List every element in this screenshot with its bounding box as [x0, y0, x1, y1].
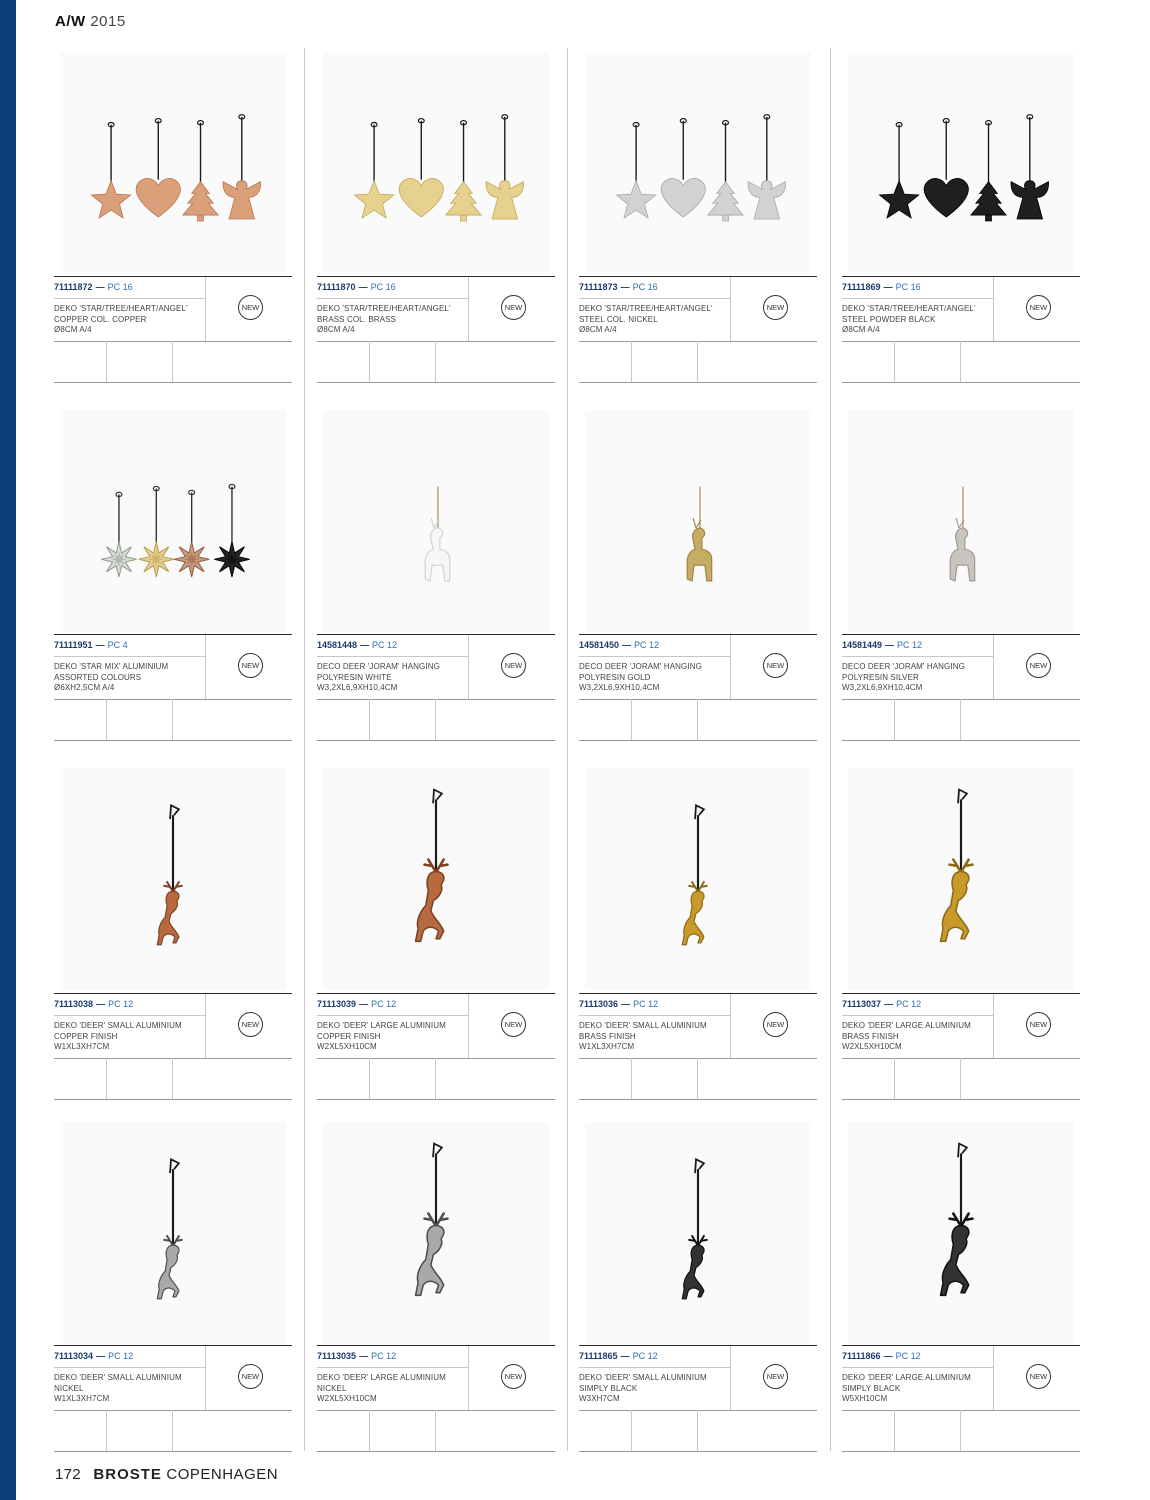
- description-line: DEKO 'DEER' LARGE ALUMINIUM: [842, 1021, 971, 1030]
- deer-joram-gold-image: [585, 410, 811, 632]
- deer-joram-silver-image: [848, 410, 1074, 632]
- code-line: [317, 1351, 396, 1361]
- new-badge: NEW: [238, 653, 263, 678]
- info-separator: [993, 277, 994, 341]
- order-cells: [842, 699, 1080, 741]
- description-line: W1XL3XH7CM: [54, 1042, 110, 1051]
- deer-joram-white-image: [323, 410, 549, 632]
- page-number: 172: [55, 1466, 81, 1483]
- info-separator: [468, 994, 469, 1058]
- info-separator: [730, 1346, 731, 1410]
- product-description: [579, 304, 729, 336]
- code-rule: [842, 1367, 993, 1368]
- description-line: ASSORTED COLOURS: [54, 672, 142, 682]
- code-line: [842, 282, 921, 292]
- description-line: NICKEL: [317, 1383, 347, 1393]
- description-line: DECO DEER 'JORAM' HANGING: [842, 662, 965, 671]
- new-badge: NEW: [501, 295, 526, 320]
- code-line: [54, 1351, 133, 1361]
- pack-count: PC 12: [634, 640, 660, 650]
- code-dash: —: [95, 640, 105, 650]
- code-line: [842, 999, 921, 1009]
- description-line: DEKO 'STAR/TREE/HEART/ANGEL': [317, 304, 451, 313]
- description-line: COPPER COL. COPPER: [54, 314, 147, 324]
- code-rule: [842, 656, 993, 657]
- description-line: DEKO 'STAR/TREE/HEART/ANGEL': [842, 304, 976, 313]
- code-line: [579, 1351, 658, 1361]
- cell-separator: [894, 341, 895, 382]
- cell-separator: [435, 699, 436, 740]
- page-header: [55, 13, 126, 30]
- item-code: 71111869: [842, 282, 881, 292]
- description-line: STEEL POWDER BLACK: [842, 314, 936, 324]
- description-line: DECO DEER 'JORAM' HANGING: [579, 662, 702, 671]
- cell-separator: [172, 1410, 173, 1451]
- year-label: 2015: [90, 13, 126, 30]
- description-line: Ø8CM A/4: [317, 325, 355, 334]
- code-rule: [317, 656, 468, 657]
- new-badge: NEW: [238, 295, 263, 320]
- product-photo: [60, 410, 286, 632]
- code-dash: —: [359, 1351, 369, 1361]
- product-photo: [585, 768, 811, 990]
- product-photo: [848, 52, 1074, 274]
- description-line: W3,2XL6,9XH10,4CM: [317, 683, 398, 692]
- code-dash: —: [360, 640, 370, 650]
- description-line: DEKO 'STAR MIX' ALUMINIUM: [54, 662, 169, 671]
- cell-separator: [369, 1058, 370, 1099]
- order-cells: [317, 341, 555, 383]
- deer-large-black-image: [848, 1122, 1074, 1344]
- deer-large-nickel-image: [323, 1122, 549, 1344]
- description-line: W5XH10CM: [842, 1394, 888, 1403]
- pack-count: PC 16: [370, 282, 396, 292]
- order-cells: [579, 1058, 817, 1100]
- new-badge: NEW: [501, 1012, 526, 1037]
- info-separator: [730, 277, 731, 341]
- pack-count: PC 12: [896, 999, 922, 1009]
- item-code: 71113036: [579, 999, 619, 1009]
- new-badge: NEW: [763, 653, 788, 678]
- description-line: W2XL5XH10CM: [317, 1394, 377, 1403]
- code-line: [54, 999, 133, 1009]
- product-description: [317, 1021, 467, 1053]
- info-separator: [205, 1346, 206, 1410]
- description-line: DEKO 'DEER' LARGE ALUMINIUM: [317, 1373, 446, 1382]
- deer-small-copper-image: [60, 768, 286, 990]
- info-separator: [993, 994, 994, 1058]
- code-rule: [317, 1015, 468, 1016]
- item-code: 14581450: [579, 640, 620, 650]
- cell-separator: [369, 1410, 370, 1451]
- description-line: DEKO 'DEER' SMALL ALUMINIUM: [579, 1373, 707, 1382]
- item-code: 71113034: [54, 1351, 94, 1361]
- code-dash: —: [359, 999, 369, 1009]
- order-cells: [54, 1410, 292, 1452]
- cell-separator: [106, 1058, 107, 1099]
- pack-count: PC 12: [897, 640, 923, 650]
- code-line: [317, 640, 397, 650]
- product-photo: [848, 1122, 1074, 1344]
- info-separator: [205, 635, 206, 699]
- pack-count: PC 12: [108, 1351, 134, 1361]
- code-rule: [54, 298, 205, 299]
- description-line: Ø6XH2,5CM A/4: [54, 683, 115, 692]
- deer-large-brass-image: [848, 768, 1074, 990]
- order-cells: [54, 699, 292, 741]
- cell-separator: [106, 1410, 107, 1451]
- code-line: [54, 640, 128, 650]
- description-line: BRASS FINISH: [842, 1031, 899, 1041]
- product-description: [842, 304, 992, 336]
- info-header: [842, 1345, 1080, 1411]
- item-code: 71113035: [317, 1351, 357, 1361]
- product-photo: [848, 410, 1074, 632]
- order-cells: [842, 341, 1080, 383]
- description-line: DEKO 'DEER' SMALL ALUMINIUM: [54, 1021, 182, 1030]
- pack-count: PC 12: [632, 1351, 658, 1361]
- description-line: DEKO 'STAR/TREE/HEART/ANGEL': [579, 304, 713, 313]
- description-line: DEKO 'STAR/TREE/HEART/ANGEL': [54, 304, 188, 313]
- code-rule: [579, 656, 730, 657]
- info-separator: [468, 277, 469, 341]
- code-line: [579, 640, 659, 650]
- code-dash: —: [96, 1351, 106, 1361]
- product-photo: [848, 768, 1074, 990]
- cell-separator: [631, 1058, 632, 1099]
- four-ornaments-copper-image: [60, 52, 286, 274]
- new-badge: NEW: [763, 1364, 788, 1389]
- cell-separator: [960, 699, 961, 740]
- info-header: [579, 634, 817, 700]
- info-header: [579, 993, 817, 1059]
- deer-small-black-image: [585, 1122, 811, 1344]
- info-header: [54, 276, 292, 342]
- code-rule: [317, 298, 468, 299]
- code-rule: [579, 1367, 730, 1368]
- product-photo: [323, 52, 549, 274]
- cell-separator: [697, 1058, 698, 1099]
- code-dash: —: [885, 640, 895, 650]
- info-header: [54, 634, 292, 700]
- product-description: [579, 1021, 729, 1053]
- cell-separator: [631, 699, 632, 740]
- cell-separator: [106, 699, 107, 740]
- cell-separator: [172, 699, 173, 740]
- new-badge: NEW: [763, 295, 788, 320]
- column-divider: [830, 48, 831, 1451]
- item-code: 71111951: [54, 640, 93, 650]
- info-header: [317, 993, 555, 1059]
- cell-separator: [697, 1410, 698, 1451]
- product-description: [579, 1373, 729, 1405]
- brand-name: BROSTE: [93, 1466, 162, 1483]
- order-cells: [317, 1410, 555, 1452]
- product-description: [579, 662, 729, 694]
- info-header: [579, 1345, 817, 1411]
- pack-count: PC 12: [895, 1351, 921, 1361]
- item-code: 71111873: [579, 282, 618, 292]
- description-line: DEKO 'DEER' LARGE ALUMINIUM: [842, 1373, 971, 1382]
- new-badge: NEW: [1026, 295, 1051, 320]
- deer-large-copper-image: [323, 768, 549, 990]
- description-line: W2XL5XH10CM: [842, 1042, 902, 1051]
- pack-count: PC 16: [107, 282, 133, 292]
- order-cells: [579, 699, 817, 741]
- info-header: [317, 276, 555, 342]
- code-line: [579, 999, 658, 1009]
- product-photo: [585, 1122, 811, 1344]
- description-line: Ø8CM A/4: [579, 325, 617, 334]
- code-rule: [317, 1367, 468, 1368]
- description-line: W1XL3XH7CM: [54, 1394, 110, 1403]
- description-line: BRASS COL. BRASS: [317, 314, 396, 324]
- brand-city: COPENHAGEN: [166, 1466, 279, 1483]
- description-line: DEKO 'DEER' SMALL ALUMINIUM: [579, 1021, 707, 1030]
- pack-count: PC 12: [371, 1351, 397, 1361]
- order-cells: [54, 341, 292, 383]
- info-header: [842, 993, 1080, 1059]
- code-dash: —: [620, 282, 630, 292]
- item-code: 14581448: [317, 640, 358, 650]
- description-line: W3XH7CM: [579, 1394, 620, 1403]
- description-line: STEEL COL. NICKEL: [579, 314, 658, 324]
- code-dash: —: [620, 1351, 630, 1361]
- code-dash: —: [96, 999, 106, 1009]
- cell-separator: [172, 341, 173, 382]
- info-separator: [205, 277, 206, 341]
- description-line: Ø8CM A/4: [54, 325, 92, 334]
- cell-separator: [894, 1410, 895, 1451]
- info-separator: [993, 635, 994, 699]
- code-rule: [54, 656, 205, 657]
- cell-separator: [631, 341, 632, 382]
- order-cells: [579, 341, 817, 383]
- item-code: 14581449: [842, 640, 883, 650]
- product-photo: [323, 1122, 549, 1344]
- pack-count: PC 12: [372, 640, 398, 650]
- cell-separator: [106, 341, 107, 382]
- new-badge: NEW: [1026, 1364, 1051, 1389]
- new-badge: NEW: [763, 1012, 788, 1037]
- product-description: [317, 1373, 467, 1405]
- cell-separator: [631, 1410, 632, 1451]
- order-cells: [317, 699, 555, 741]
- info-header: [317, 1345, 555, 1411]
- info-header: [842, 634, 1080, 700]
- code-line: [317, 282, 396, 292]
- code-dash: —: [883, 282, 893, 292]
- info-separator: [468, 635, 469, 699]
- product-photo: [60, 768, 286, 990]
- code-dash: —: [883, 1351, 893, 1361]
- four-ornaments-black-image: [848, 52, 1074, 274]
- description-line: POLYRESIN WHITE: [317, 672, 392, 682]
- code-dash: —: [621, 999, 631, 1009]
- new-badge: NEW: [501, 1364, 526, 1389]
- description-line: W1XL3XH7CM: [579, 1042, 635, 1051]
- description-line: BRASS FINISH: [579, 1031, 636, 1041]
- info-header: [54, 1345, 292, 1411]
- pack-count: PC 12: [108, 999, 134, 1009]
- product-photo: [60, 52, 286, 274]
- code-dash: —: [95, 282, 105, 292]
- order-cells: [54, 1058, 292, 1100]
- cell-separator: [894, 699, 895, 740]
- info-separator: [205, 994, 206, 1058]
- item-code: 71111870: [317, 282, 356, 292]
- product-description: [54, 1021, 204, 1053]
- deer-small-nickel-image: [60, 1122, 286, 1344]
- description-line: POLYRESIN GOLD: [579, 672, 651, 682]
- info-header: [317, 634, 555, 700]
- item-code: 71111872: [54, 282, 93, 292]
- code-dash: —: [884, 999, 894, 1009]
- cell-separator: [369, 341, 370, 382]
- product-description: [842, 1021, 992, 1053]
- order-cells: [579, 1410, 817, 1452]
- column-divider: [567, 48, 568, 1451]
- code-line: [317, 999, 396, 1009]
- product-photo: [585, 410, 811, 632]
- new-badge: NEW: [238, 1364, 263, 1389]
- cell-separator: [435, 1058, 436, 1099]
- description-line: SIMPLY BLACK: [842, 1383, 901, 1393]
- info-separator: [730, 635, 731, 699]
- code-rule: [579, 298, 730, 299]
- deer-small-brass-image: [585, 768, 811, 990]
- sidebar-stripe: [0, 0, 16, 1500]
- cell-separator: [435, 1410, 436, 1451]
- code-rule: [842, 1015, 993, 1016]
- description-line: POLYRESIN SILVER: [842, 672, 919, 682]
- description-line: COPPER FINISH: [54, 1031, 118, 1041]
- column-divider: [304, 48, 305, 1451]
- four-ornaments-nickel-image: [585, 52, 811, 274]
- pack-count: PC 4: [107, 640, 128, 650]
- item-code: 71113037: [842, 999, 882, 1009]
- code-line: [842, 1351, 921, 1361]
- code-dash: —: [358, 282, 368, 292]
- pack-count: PC 16: [632, 282, 658, 292]
- info-header: [579, 276, 817, 342]
- code-rule: [54, 1367, 205, 1368]
- order-cells: [317, 1058, 555, 1100]
- product-description: [54, 1373, 204, 1405]
- cell-separator: [172, 1058, 173, 1099]
- item-code: 71111865: [579, 1351, 618, 1361]
- description-line: DECO DEER 'JORAM' HANGING: [317, 662, 440, 671]
- product-description: [842, 1373, 992, 1405]
- code-line: [579, 282, 658, 292]
- product-photo: [60, 1122, 286, 1344]
- info-separator: [730, 994, 731, 1058]
- description-line: DEKO 'DEER' SMALL ALUMINIUM: [54, 1373, 182, 1382]
- product-description: [54, 304, 204, 336]
- new-badge: NEW: [1026, 1012, 1051, 1037]
- page-footer: [55, 1466, 278, 1483]
- product-photo: [323, 768, 549, 990]
- product-description: [842, 662, 992, 694]
- code-line: [842, 640, 922, 650]
- four-ornaments-brass-image: [323, 52, 549, 274]
- cell-separator: [960, 1058, 961, 1099]
- code-dash: —: [622, 640, 632, 650]
- product-description: [54, 662, 204, 694]
- description-line: SIMPLY BLACK: [579, 1383, 638, 1393]
- pack-count: PC 12: [371, 999, 397, 1009]
- item-code: 71113038: [54, 999, 94, 1009]
- pack-count: PC 16: [895, 282, 921, 292]
- product-photo: [323, 410, 549, 632]
- info-header: [842, 276, 1080, 342]
- cell-separator: [960, 341, 961, 382]
- star-mix-ornaments-image: [60, 410, 286, 632]
- cell-separator: [369, 699, 370, 740]
- season-label: A/W: [55, 13, 86, 30]
- pack-count: PC 12: [633, 999, 659, 1009]
- product-photo: [585, 52, 811, 274]
- description-line: Ø8CM A/4: [842, 325, 880, 334]
- new-badge: NEW: [238, 1012, 263, 1037]
- info-header: [54, 993, 292, 1059]
- new-badge: NEW: [1026, 653, 1051, 678]
- description-line: COPPER FINISH: [317, 1031, 381, 1041]
- new-badge: NEW: [501, 653, 526, 678]
- code-rule: [842, 298, 993, 299]
- cell-separator: [894, 1058, 895, 1099]
- info-separator: [468, 1346, 469, 1410]
- order-cells: [842, 1058, 1080, 1100]
- code-rule: [54, 1015, 205, 1016]
- item-code: 71113039: [317, 999, 357, 1009]
- product-description: [317, 662, 467, 694]
- cell-separator: [697, 699, 698, 740]
- order-cells: [842, 1410, 1080, 1452]
- product-description: [317, 304, 467, 336]
- description-line: NICKEL: [54, 1383, 84, 1393]
- description-line: W3,2XL6,9XH10,4CM: [579, 683, 660, 692]
- cell-separator: [697, 341, 698, 382]
- description-line: W2XL5XH10CM: [317, 1042, 377, 1051]
- info-separator: [993, 1346, 994, 1410]
- cell-separator: [960, 1410, 961, 1451]
- item-code: 71111866: [842, 1351, 881, 1361]
- description-line: DEKO 'DEER' LARGE ALUMINIUM: [317, 1021, 446, 1030]
- code-line: [54, 282, 133, 292]
- cell-separator: [435, 341, 436, 382]
- code-rule: [579, 1015, 730, 1016]
- description-line: W3,2XL6,9XH10,4CM: [842, 683, 923, 692]
